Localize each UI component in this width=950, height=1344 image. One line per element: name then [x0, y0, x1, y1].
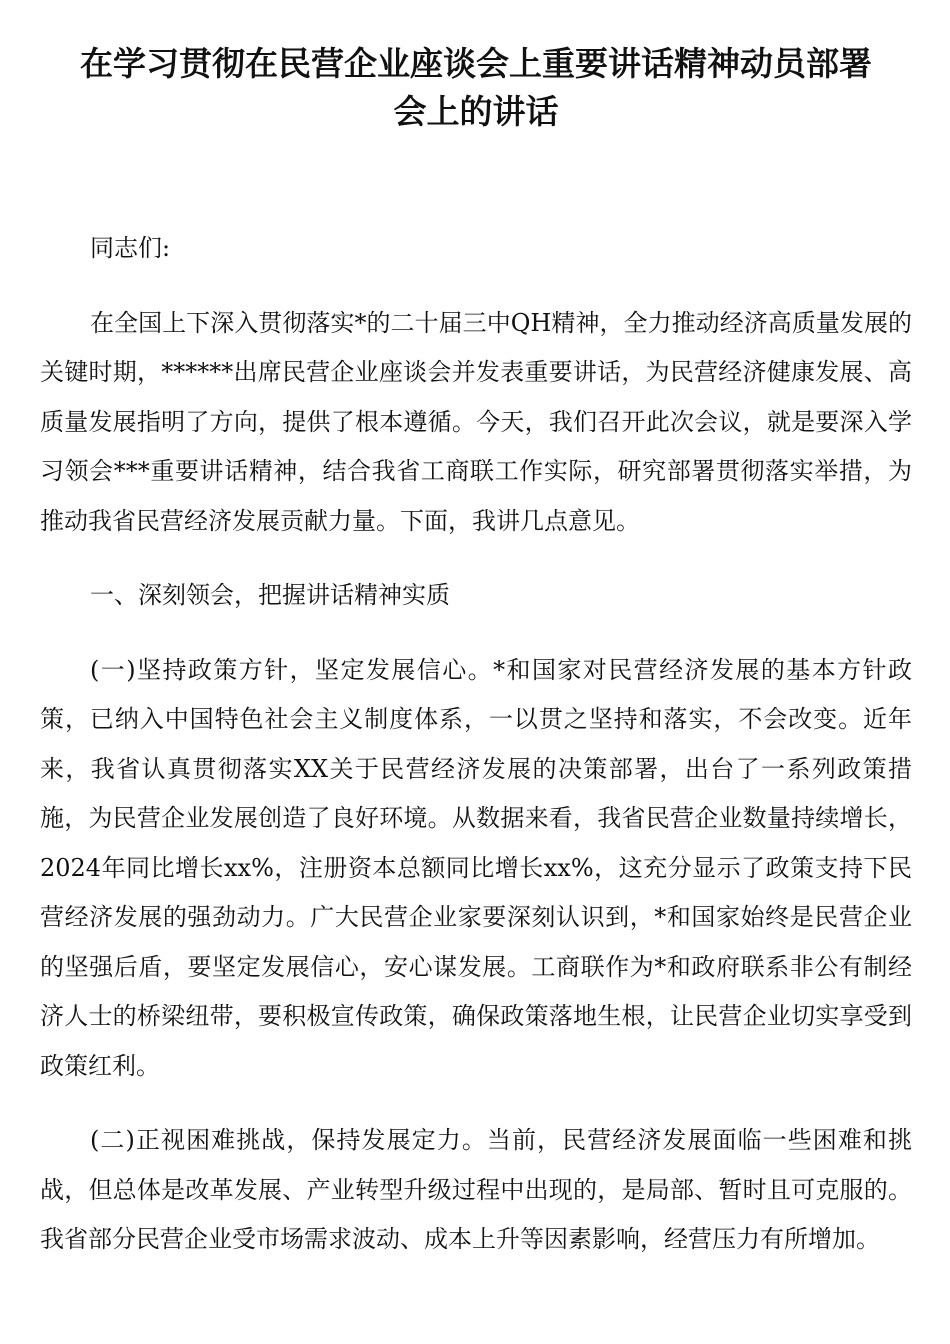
- title-line-1: 在学习贯彻在民营企业座谈会上重要讲话精神动员部署: [80, 44, 872, 83]
- paragraph-1-1: (一)坚持政策方针，坚定发展信心。*和国家对民营经济发展的基本方针政策，已纳入中国特色社会主义制度体系，一以贯之坚持和落实，不会改变。近年来，我省认真贯彻落实XX关于民营经济发展的决策部署，出台了一系列政策措施，为民营企业发展创造了良好环境。从数据来看，我省民营企业数量持续增长，2024年同比增长xx%，注册资本总额同比增长xx%，这充分显示了政策支持下民营经济发展的强劲动力。广大民营企业家要深刻认识到，*和国家始终是民营企业的坚强后盾，要坚定发展信心，安心谋发展。工商联作为*和政府联系非公有制经济人士的桥梁纽带，要积极宣传政策，确保政策落地生根，让民营企业切实享受到政策红利。: [40, 655, 912, 1080]
- document-title: [40, 40, 912, 136]
- salutation: 同志们:: [90, 234, 171, 262]
- paragraph-intro: 在全国上下深入贯彻落实*的二十届三中QH精神，全力推动经济高质量发展的关键时期，******出席民营企业座谈会并发表重要讲话，为民营经济健康发展、高质量发展指明了方向，提供了根本遵循。今天，我们召开此次会议，就是要深入学习领会***重要讲话精神，结合我省工商联工作实际，研究部署贯彻落实举措，为推动我省民营经济发展贡献力量。下面，我讲几点意见。: [40, 308, 912, 535]
- title-line-2: 会上的讲话: [393, 92, 559, 131]
- section-heading-1: 一、深刻领会，把握讲话精神实质: [90, 581, 450, 609]
- paragraph-1-2: (二)正视困难挑战，保持发展定力。当前，民营经济发展面临一些困难和挑战，但总体是改革发展、产业转型升级过程中出现的，是局部、暂时且可克服的。我省部分民营企业受市场需求波动、成本上升等因素影响，经营压力有所增加。: [40, 1126, 912, 1253]
